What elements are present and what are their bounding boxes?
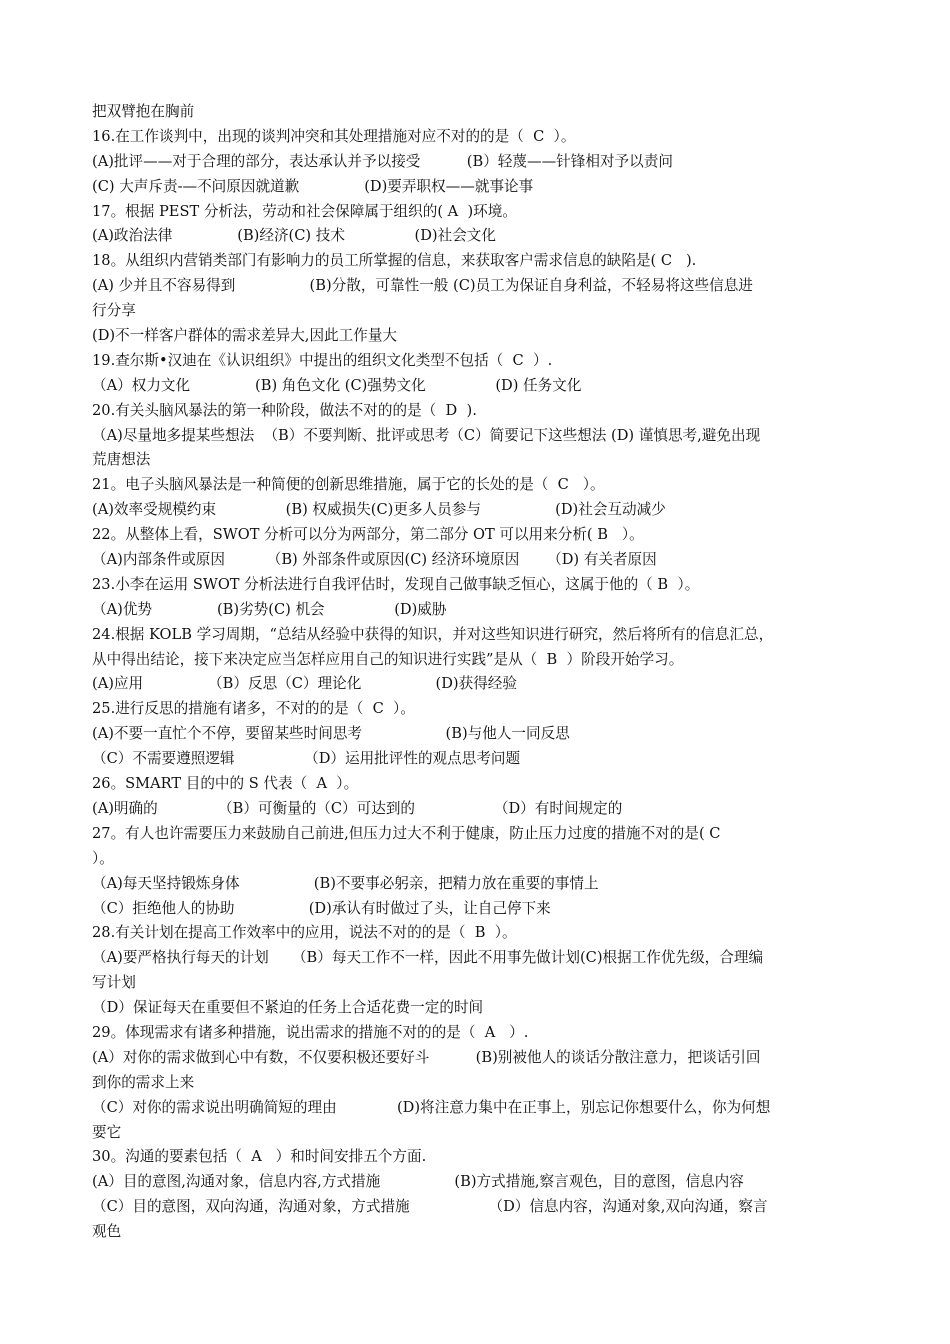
options-line: (A) 少并且不容易得到 (B)分散，可靠性一般 (C)员工为保证自身利益，不轻易将这些信息进	[92, 277, 753, 295]
options-line: （A)内部条件或原因 （B) 外部条件或原因(C) 经济环境原因 （D) 有关者原因	[92, 551, 657, 569]
options-line: （A)优势 (B)劣势(C) 机会 (D)威胁	[92, 600, 447, 618]
options-line: 到你的需求上来	[92, 1073, 195, 1091]
options-line: 写计划	[92, 974, 136, 992]
options-line: 行分享	[92, 302, 136, 320]
question-17: 17。根据 PEST 分析法，劳动和社会保障属于组织的( A )环境。	[92, 202, 517, 220]
question-22: 22。从整体上看，SWOT 分析可以分为两部分，第二部分 OT 可以用来分析( B ）。	[92, 526, 644, 544]
options-line: (A)不要一直忙个不停，要留某些时间思考 (B)与他人一同反思	[92, 725, 570, 743]
options-line: (A)批评——对于合理的部分，表达承认并予以接受 (B）轻蔑——针锋相对予以责问	[92, 152, 673, 170]
options-line: （A)每天坚持锻炼身体 (B)不要事必躬亲，把精力放在重要的事情上	[92, 874, 599, 892]
text-line: 把双臂抱在胸前	[92, 103, 195, 120]
question-30: 30。沟通的要素包括（ A ）和时间安排五个方面.	[92, 1148, 427, 1166]
document-page	[92, 100, 872, 1245]
question-16: 16.在工作谈判中，出现的谈判冲突和其处理措施对应不对的的是（ C ）。	[92, 127, 576, 145]
options-line: (A)政治法律 (B)经济(C) 技术 (D)社会文化	[92, 227, 496, 245]
question-24: 24.根据 KOLB 学习周期，“总结从经验中获得的知识，并对这些知识进行研究，然后将所有的信息汇总，	[92, 625, 774, 643]
question-25: 25.进行反思的措施有诸多，不对的的是（ C ）。	[92, 700, 415, 718]
options-line: (A)效率受规模约束 (B) 权威损失(C)更多人员参与 (D)社会互动减少	[92, 501, 666, 519]
options-line: （A）权力文化 (B) 角色文化 (C)强势文化 (D) 任务文化	[92, 376, 582, 394]
question-24-cont: 从中得出结论，接下来决定应当怎样应用自己的知识进行实践”是从（ B ）阶段开始学习。	[92, 650, 684, 668]
question-29: 29。体现需求有诸多种措施，说出需求的措施不对的的是（ A ）.	[92, 1023, 529, 1041]
question-19: 19.查尔斯•汉迪在《认识组织》中提出的组织文化类型不包括（ C ）.	[92, 351, 553, 369]
options-line: 观色	[92, 1223, 122, 1241]
options-line: （A)尽量地多提某些想法 （B）不要判断、批评或思考（C）简要记下这些想法 (D) 谨慎思考,避免出现	[92, 426, 761, 444]
question-23: 23.小李在运用 SWOT 分析法进行自我评估时，发现自己做事缺乏恒心，这属于他的（ B ）。	[92, 575, 700, 593]
question-28: 28.有关计划在提高工作效率中的应用，说法不对的的是（ B ）。	[92, 924, 517, 942]
options-line: 荒唐想法	[92, 451, 151, 469]
options-line: （C）对你的需求说出明确简短的理由 (D)将注意力集中在正事上，别忘记你想要什么，你为何想	[92, 1098, 771, 1116]
question-21: 21。电子头脑风暴法是一种简便的创新思维措施，属于它的长处的是（ C ）。	[92, 476, 605, 494]
options-line: 要它	[92, 1123, 122, 1141]
options-line: （C）拒绝他人的协助 (D)承认有时做过了头，让自己停下来	[92, 899, 551, 917]
question-20: 20.有关头脑风暴法的第一种阶段，做法不对的的是（ D ).	[92, 401, 477, 419]
question-18: 18。从组织内营销类部门有影响力的员工所掌握的信息，来获取客户需求信息的缺陷是( C ).	[92, 252, 697, 270]
options-line: (D)不一样客户群体的需求差异大,因此工作量大	[92, 327, 398, 345]
options-line: (A)明确的 （B）可衡量的（C）可达到的 （D）有时间规定的	[92, 799, 623, 817]
options-line: (C) 大声斥责-—不问原因就道歉 (D)要弄职权——就事论事	[92, 177, 534, 195]
options-line: （A)要严格执行每天的计划 （B）每天工作不一样，因此不用事先做计划(C)根据工作优先级，合理编	[92, 949, 764, 967]
options-line: （C）目的意图，双向沟通，沟通对象，方式措施 （D）信息内容，沟通对象,双向沟通，察言	[92, 1198, 768, 1216]
question-27: 27。有人也许需要压力来鼓励自己前进,但压力过大不利于健康，防止压力过度的措施不对的是( C	[92, 824, 721, 842]
options-line: (A)应用 （B）反思（C）理论化 (D)获得经验	[92, 675, 517, 693]
question-27-cont: ）。	[92, 849, 114, 867]
options-line: (A）目的意图,沟通对象，信息内容,方式措施 (B)方式措施,察言观色，目的意图，信息内容	[92, 1173, 744, 1191]
question-26: 26。SMART 目的中的 S 代表（ A ）。	[92, 775, 359, 793]
options-line: (A）对你的需求做到心中有数，不仅要积极还要好斗 (B)别被他人的谈话分散注意力，把谈话引回	[92, 1048, 761, 1066]
options-line: （D）保证每天在重要但不紧迫的任务上合适花费一定的时间	[92, 999, 484, 1017]
options-line: （C）不需要遵照逻辑 （D）运用批评性的观点思考问题	[92, 750, 521, 768]
